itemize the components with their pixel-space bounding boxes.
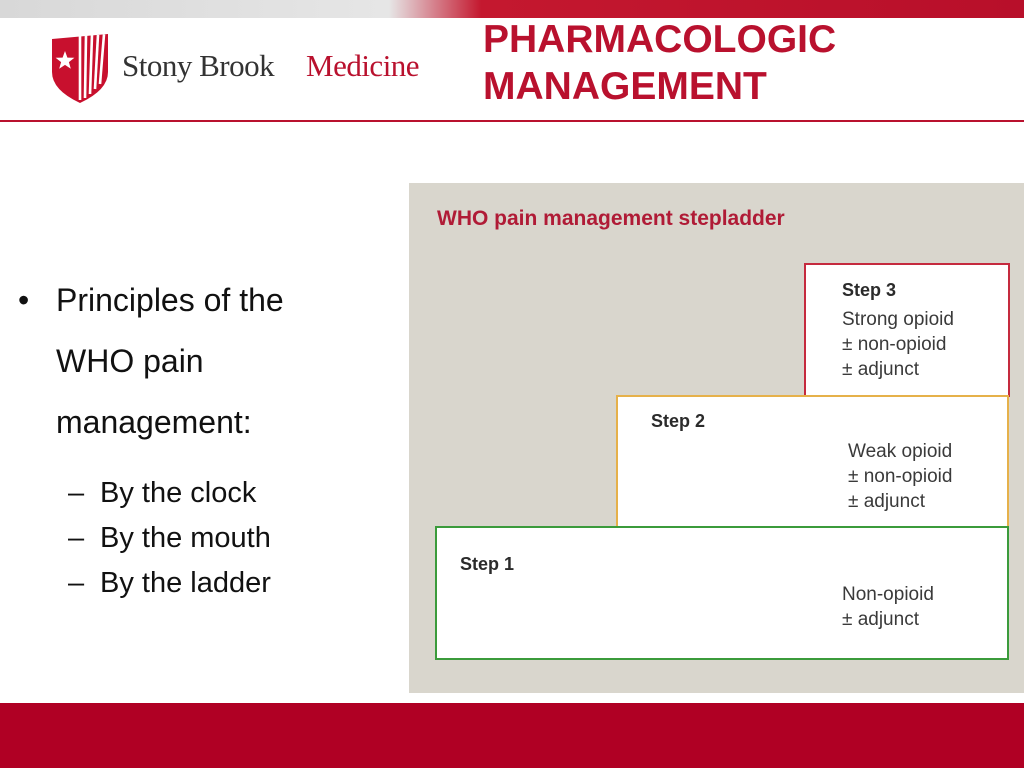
bullet-item	[16, 270, 386, 453]
bullet-line: Principles of the	[56, 282, 284, 318]
page-title-line: PHARMACOLOGIC	[483, 18, 837, 61]
step-1-label: Step 1	[460, 554, 515, 574]
footer-band	[0, 703, 1024, 768]
dash-icon: –	[68, 567, 85, 599]
step-2-line: ± adjunct	[848, 491, 925, 512]
logo-text-medicine: Medicine	[306, 48, 420, 83]
stony-brook-shield-icon	[50, 34, 110, 104]
step-3-label: Step 3	[842, 280, 897, 300]
dash-icon: –	[68, 522, 85, 554]
step-3-line: Strong opioid	[842, 309, 954, 330]
step-3-text	[842, 307, 954, 382]
dash-icon: –	[68, 477, 85, 509]
step-2-line: Weak opioid	[848, 441, 953, 462]
bullet-list	[16, 270, 386, 606]
sub-bullet-list	[16, 471, 386, 606]
step-1-line: Non-opioid	[842, 584, 934, 605]
sub-bullet-item	[68, 561, 386, 606]
bullet-line: management:	[56, 404, 252, 440]
step-3-line: ± non-opioid	[842, 334, 947, 355]
step-1-box	[435, 526, 1009, 660]
step-2-text	[848, 439, 952, 514]
step-1-line: ± adjunct	[842, 609, 919, 630]
step-3-line: ± adjunct	[842, 359, 919, 380]
step-2-box	[616, 395, 1009, 528]
stony-brook-medicine-logo	[50, 34, 450, 104]
figure-title: WHO pain management stepladder	[437, 207, 785, 230]
sub-bullet-text: By the ladder	[100, 567, 271, 599]
sub-bullet-item	[68, 516, 386, 561]
step-3-box	[804, 263, 1010, 397]
bullet-line: WHO pain	[56, 343, 204, 379]
step-1-text	[842, 582, 934, 632]
who-stepladder-figure	[409, 183, 1024, 693]
sub-bullet-text: By the clock	[100, 477, 257, 509]
logo-text-stony-brook: Stony Brook	[122, 48, 275, 83]
page-title-line: MANAGEMENT	[483, 65, 767, 108]
step-2-label: Step 2	[651, 411, 706, 431]
bullet-dot-icon: •	[18, 282, 30, 318]
step-2-line: ± non-opioid	[848, 466, 953, 487]
sub-bullet-item	[68, 471, 386, 516]
header-divider	[0, 120, 1024, 122]
sub-bullet-text: By the mouth	[100, 522, 271, 554]
page-title	[483, 16, 836, 110]
